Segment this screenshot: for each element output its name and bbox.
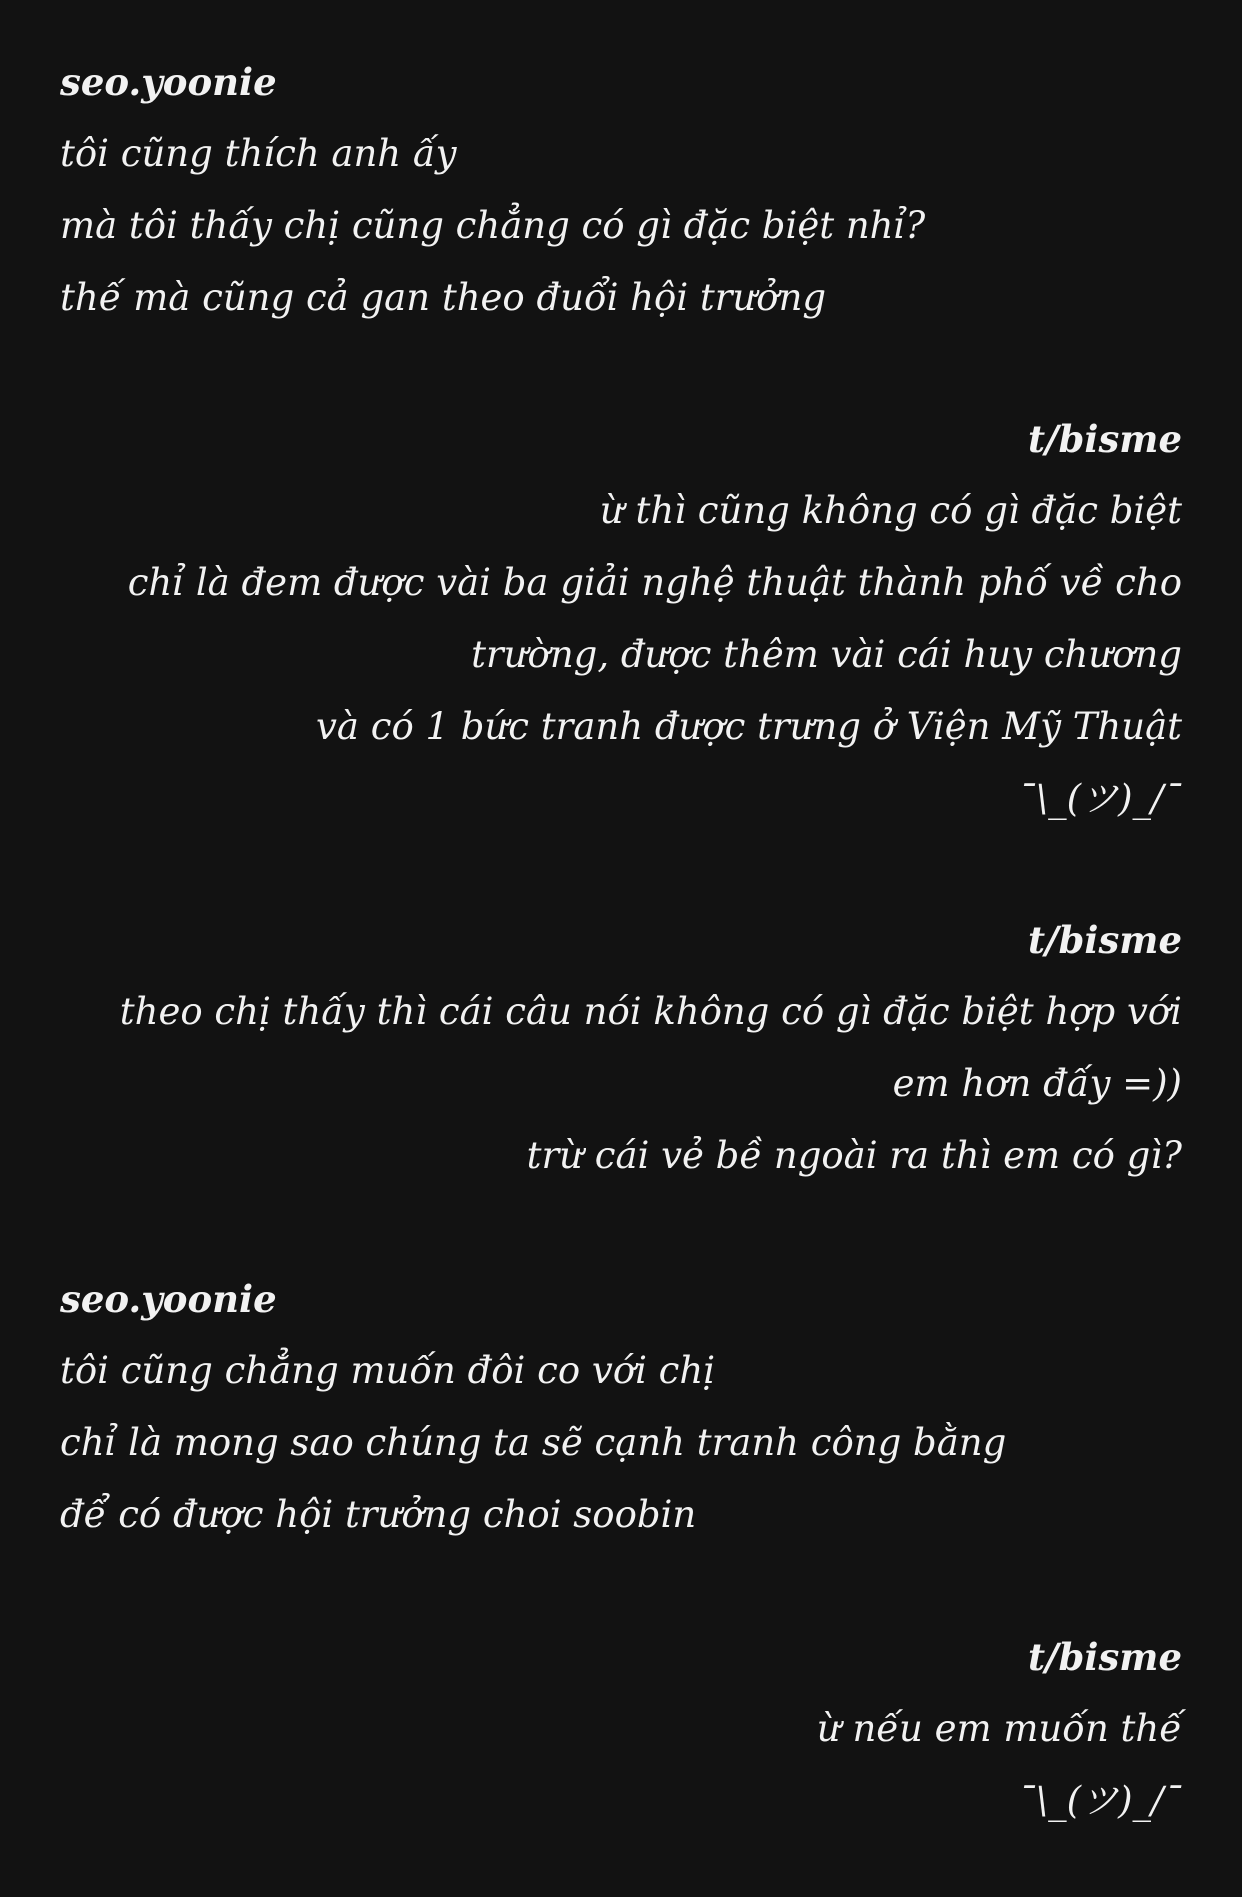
message-line: theo chị thấy thì cái câu nói không có gì đặc biệt hợp với bbox=[119, 990, 1182, 1033]
message-line: thế mà cũng cả gan theo đuổi hội trưởng bbox=[60, 276, 827, 319]
message-line: chỉ là đem được vài ba giải nghệ thuật thành phố về cho bbox=[127, 561, 1182, 604]
sender-name: seo.yoonie bbox=[60, 1277, 277, 1321]
message-line: trừ cái vẻ bề ngoài ra thì em có gì? bbox=[526, 1134, 1182, 1177]
chat-transcript bbox=[60, 0, 1182, 1897]
message-t-bisme-1 bbox=[60, 403, 1182, 835]
message-line: ừ thì cũng không có gì đặc biệt bbox=[599, 489, 1182, 532]
sender-name: t/bisme bbox=[1027, 1635, 1182, 1679]
shrug-emoticon: ¯\_(ツ)_/¯ bbox=[1017, 1779, 1182, 1822]
sender-name: t/bisme bbox=[1027, 918, 1182, 962]
message-line: chỉ là mong sao chúng ta sẽ cạnh tranh công bằng bbox=[60, 1421, 1007, 1464]
message-line: và có 1 bức tranh được trưng ở Viện Mỹ Thuật bbox=[316, 705, 1182, 748]
message-line: tôi cũng chẳng muốn đôi co với chị bbox=[60, 1349, 716, 1392]
shrug-emoticon: ¯\_(ツ)_/¯ bbox=[1017, 777, 1182, 820]
message-line: em hơn đấy =)) bbox=[892, 1062, 1182, 1105]
message-line: mà tôi thấy chị cũng chẳng có gì đặc biệt nhỉ? bbox=[60, 204, 926, 247]
message-line: ừ nếu em muốn thế bbox=[816, 1707, 1182, 1750]
sender-name: t/bisme bbox=[1027, 417, 1182, 461]
message-seo-yoonie-2 bbox=[60, 1263, 1182, 1551]
message-line: để có được hội trưởng choi soobin bbox=[60, 1493, 697, 1536]
message-line: trường, được thêm vài cái huy chương bbox=[471, 633, 1182, 676]
message-t-bisme-3 bbox=[60, 1621, 1182, 1837]
message-line: tôi cũng thích anh ấy bbox=[60, 132, 457, 175]
message-t-bisme-2 bbox=[60, 904, 1182, 1192]
sender-name: seo.yoonie bbox=[60, 60, 277, 104]
message-seo-yoonie-1 bbox=[60, 46, 1182, 334]
